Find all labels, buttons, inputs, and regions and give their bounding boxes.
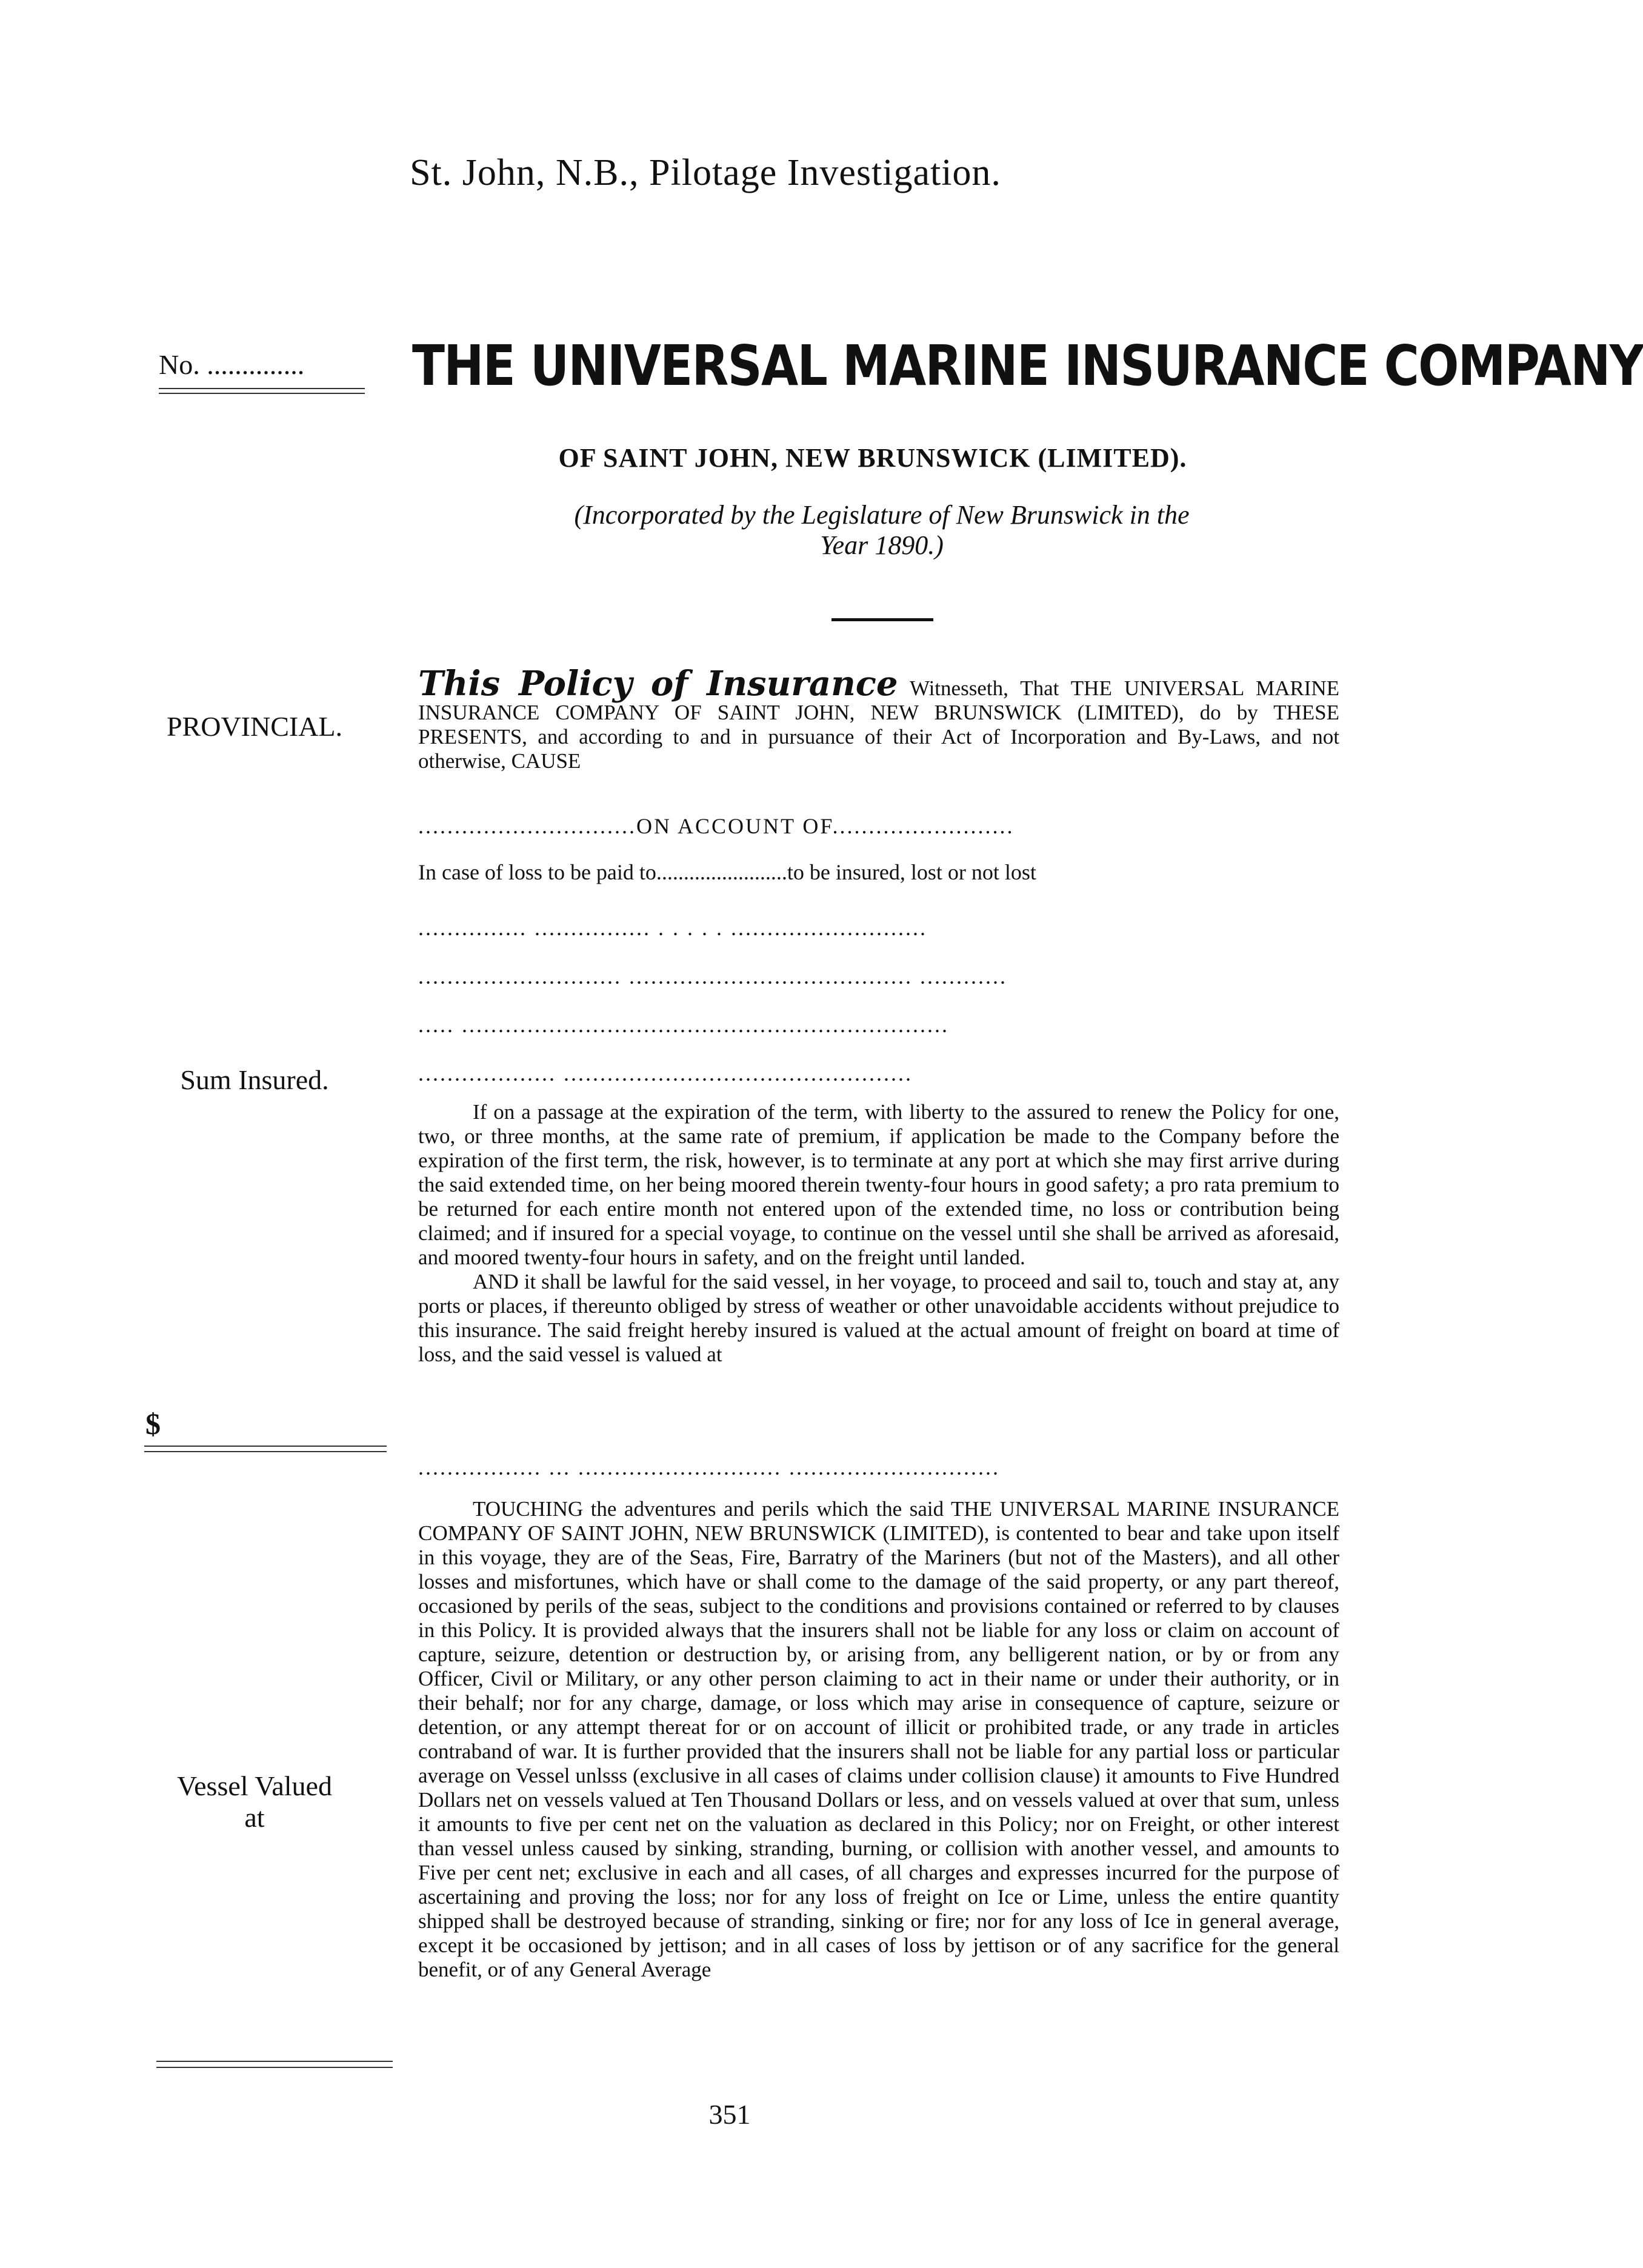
margin-label-vessel-valued-at: at bbox=[244, 1802, 265, 1833]
blank-fill-line: ................. ... ............................ ............................. bbox=[418, 1455, 1000, 1479]
paragraph-touching: TOUCHING the adventures and perils which the said THE UNIVERSAL MARINE INSURANCE COMPANY OF SAINT JOHN, NEW BRUNSWICK (LIMITED), is contented to bear and take upon itself in this voyage, they are of the Seas, Fire, Barratry of the Mariners (but not of the Masters), and all other losses and misfortunes, which have or shall come to the damage of the said property, or any part thereof, occasioned by perils of the seas, subject to the conditions and provisions contained or referred to by clauses in this Policy. It is provided always that the insurers shall not be liable for any loss or claim on account of capture, seizure, detention or destruction by, or arising from, any belligerent nation, or by or from any Officer, Civil or Military, or any other person claiming to act in their name or under their authority, or in their behalf; nor for any charge, damage, or loss which may arise in consequence of capture, seizure or detention, or any attempt thereat for or on account of illicit or prohibited trade, or any trade in articles contraband of war. It is further provided that the insurers shall not be liable for any partial loss or particular average on Vessel unlsss (exclusive in all cases of claims under collision clause) it amounts to Five Hundred Dollars net on vessels valued at Ten Thousand Dollars or less, and on vessels valued at over that sum, unless it amounts to five per cent net on the valuation as declared in this Policy; nor on Freight, or other interest than vessel unless caused by sinking, stranding, burning, or collision with another vessel, and amounts to Five per cent net; exclusive in each and all cases, of all charges and expresses incurred for the purpose of ascertaining and proving the loss; nor for any loss of freight on Ice or Lime, unless the entire quantity shipped shall be destroyed because of stranding, sinking or fire; nor for any loss of Ice in general average, except it be occasioned by jettison; and in all cases of loss by jettison or of any sacrifice for the general benefit, or of any General Average bbox=[418, 1497, 1339, 1981]
blank-fill-line: ............... ................ . . . . . ........................... bbox=[418, 916, 927, 940]
incorporation-line-1: (Incorporated by the Legislature of New Brunswick in the bbox=[574, 500, 1190, 530]
page-number: 351 bbox=[708, 2099, 751, 2130]
blank-fill-line: ................... ................................................ bbox=[418, 1061, 913, 1086]
section-divider bbox=[831, 618, 933, 621]
blank-fill-line: ..... ................................................................... bbox=[418, 1013, 949, 1037]
margin-dollar-sign: $ bbox=[145, 1407, 161, 1441]
policy-heading: This Policy of Insurance bbox=[418, 664, 898, 704]
sum-insured-rule-2 bbox=[144, 1451, 387, 1452]
policy-opening bbox=[418, 664, 1339, 773]
incorporation-note bbox=[442, 500, 1321, 561]
passage-clauses bbox=[418, 1100, 1339, 1367]
blank-fill-line: ............................ ....................................... ............ bbox=[418, 964, 1007, 989]
vessel-valued-rule-1 bbox=[156, 2061, 393, 2062]
company-subtitle: OF SAINT JOHN, NEW BRUNSWICK (LIMITED). bbox=[558, 443, 1187, 473]
margin-label-vessel-valued: Vessel Valued bbox=[177, 1770, 332, 1801]
sum-insured-rule-1 bbox=[144, 1446, 387, 1447]
running-head: St. John, N.B., Pilotage Investigation. bbox=[410, 152, 1001, 193]
policy-intro: Witnesseth, That THE UNIVERSAL MARINE INSURANCE COMPANY OF SAINT JOHN, NEW BRUNSWICK (LIMITED), do by THESE PRESENTS, and according to and in pursuance of their Act of Incorporation and By-Laws, and not otherwise, CAUSE bbox=[418, 676, 1339, 773]
policy-number-label: No. .............. bbox=[159, 349, 305, 380]
margin-label-sum-insured: Sum Insured. bbox=[180, 1064, 329, 1095]
touching-clause bbox=[418, 1497, 1339, 1982]
paragraph-and: AND it shall be lawful for the said vessel, in her voyage, to proceed and sail to, touch and stay at, any ports or places, if thereunto obliged by stress of weather or other unavoidable accidents without prejudice to this insurance. The said freight hereby insured is valued at the actual amount of freight on board at time of loss, and the said vessel is valued at bbox=[418, 1270, 1339, 1366]
loss-paid-line: In case of loss to be paid to........................to be insured, lost or not lost bbox=[418, 860, 1036, 884]
vessel-valued-rule-2 bbox=[156, 2067, 393, 2068]
paragraph-passage: If on a passage at the expiration of the term, with liberty to the assured to renew the Policy for one, two, or three months, at the same rate of premium, if application be made to the Company before the expiration of the first term, the risk, however, is to terminate at any port at which she may first arrive during the said extended time, on her being moored therein twenty-four hours in good safety; a pro rata premium to be returned for each entire month not entered upon of the extended time, no loss or contribution being claimed; and if insured for a special voyage, to continue on the vessel until she shall be arrived as aforesaid, and moored twenty-four hours in safety, and on the freight until landed. bbox=[418, 1100, 1339, 1269]
margin-label-provincial: PROVINCIAL. bbox=[166, 711, 343, 742]
company-name-heading: THE UNIVERSAL MARINE INSURANCE COMPANY bbox=[412, 333, 1643, 398]
on-account-line: ..............................ON ACCOUNT OF......................... bbox=[418, 814, 1015, 838]
policy-number-rule bbox=[159, 388, 365, 394]
incorporation-line-2: Year 1890.) bbox=[820, 530, 944, 560]
